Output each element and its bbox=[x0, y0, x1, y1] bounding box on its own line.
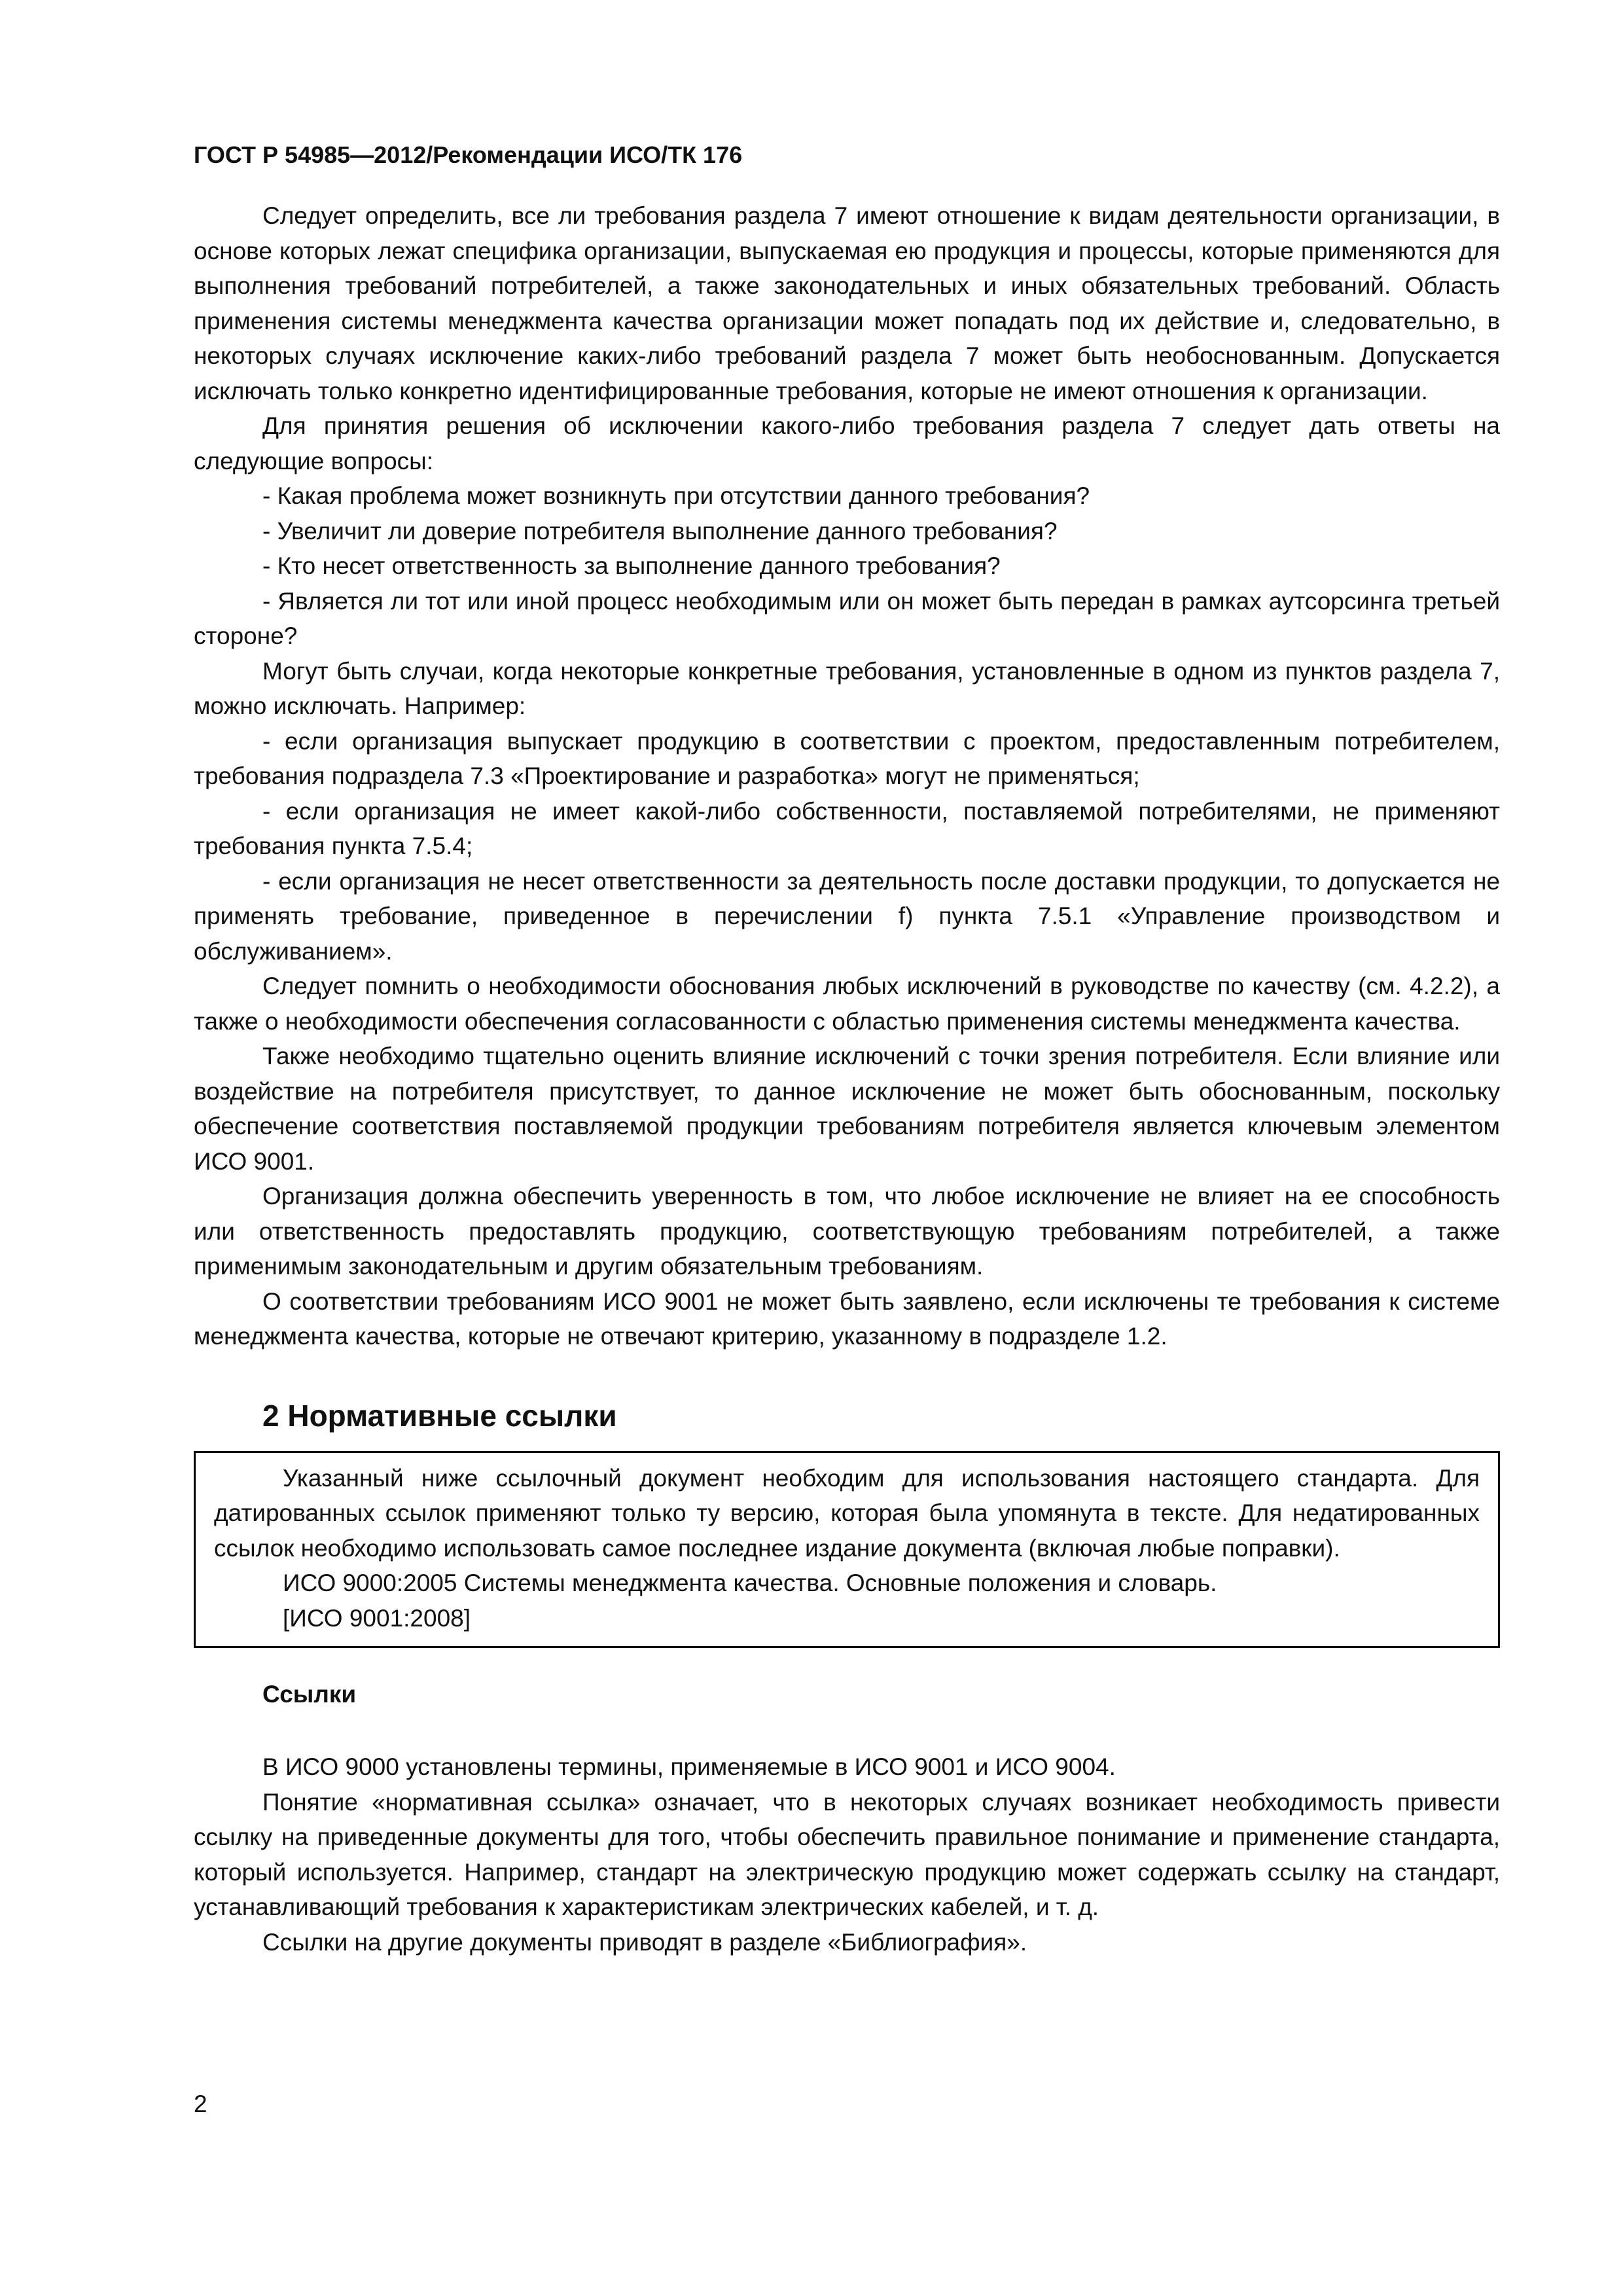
section-heading-normative-references: 2 Нормативные ссылки bbox=[262, 1398, 617, 1433]
iso-quote-box bbox=[194, 1451, 1500, 1649]
closing-paragraph-3: Организация должна обеспечить уверенность в том, что любое исключение не влияет на ее способность или ответственность предоставлять продукцию, соответствующую требованиям потребителей, а также применимым законодательным и другим обязательным требованиям. bbox=[194, 1183, 1500, 1280]
question-item-3: - Кто несет ответственность за выполнение данного требования? bbox=[262, 552, 1001, 579]
intro-paragraph-1: Следует определить, все ли требования раздела 7 имеют отношение к видам деятельности организации, в основе которых лежат специфика организации, выпускаемая ею продукция и процессы, которые применяются для выполнения требований потребителей, а также законодательных и иных обязательных требований. Область применения системы менеджмента качества организации может попадать под их действие и, следовательно, в некоторых случаях исключение каких-либо требований раздела 7 может быть необоснованным. Допускается исключать только конкретно идентифицированные требования, которые не имеют отношения к организации. bbox=[194, 202, 1500, 404]
intro-paragraph-2: Для принятия решения об исключении какого-либо требования раздела 7 следует дать ответы на следующие вопросы: bbox=[194, 412, 1500, 475]
example-item-3: - если организация не несет ответственности за деятельность после доставки продукции, то допускается не применять требование, приведенное в перечислении f) пункта 7.5.1 «Управление производством и обслуживанием». bbox=[194, 867, 1500, 965]
closing-paragraph-1: Следует помнить о необходимости обоснования любых исключений в руководстве по качеству (см. 4.2.2), а также о необходимости обеспечения согласованности с областью применения системы менеджмента качества. bbox=[194, 973, 1500, 1035]
question-item-1: - Какая проблема может возникнуть при отсутствии данного требования? bbox=[262, 482, 1090, 509]
references-paragraph-1: В ИСО 9000 установлены термины, применяемые в ИСО 9001 и ИСО 9004. bbox=[262, 1753, 1116, 1780]
question-item-4: - Является ли тот или иной процесс необходимым или он может быть передан в рамках аутсорсинга третьей стороне? bbox=[194, 587, 1500, 649]
document-page bbox=[194, 141, 1500, 1960]
references-paragraph-3: Ссылки на другие документы приводят в разделе «Библиография». bbox=[262, 1928, 1027, 1956]
example-item-1: - если организация выпускает продукцию в соответствии с проектом, предоставленным потребителем, требования подраздела 7.3 «Проектирование и разработка» могут не применяться; bbox=[194, 727, 1500, 789]
box-paragraph-3: [ИСО 9001:2008] bbox=[283, 1604, 471, 1632]
example-item-2: - если организация не имеет какой-либо собственности, поставляемой потребителями, не применяют требования пункта 7.5.4; bbox=[194, 797, 1500, 859]
page-number: 2 bbox=[194, 2090, 207, 2117]
subheading-references: Ссылки bbox=[262, 1681, 357, 1708]
question-item-2: - Увеличит ли доверие потребителя выполнение данного требования? bbox=[262, 517, 1058, 545]
closing-paragraph-4: О соответствии требованиям ИСО 9001 не может быть заявлено, если исключены те требования к системе менеджмента качества, которые не отвечают критерию, указанному в подразделе 1.2. bbox=[194, 1287, 1500, 1350]
document-header: ГОСТ Р 54985—2012/Рекомендации ИСО/ТК 176 bbox=[194, 141, 743, 168]
examples-intro-paragraph: Могут быть случаи, когда некоторые конкретные требования, установленные в одном из пунктов раздела 7, можно исключать. Например: bbox=[194, 657, 1500, 719]
references-paragraph-2: Понятие «нормативная ссылка» означает, что в некоторых случаях возникает необходимость привести ссылку на приведенные документы для того, чтобы обеспечить правильное понимание и применение стандарта, который используется. Например, стандарт на электрическую продукцию может содержать ссылку на стандарт, устанавливающий требования к характеристикам электрических кабелей, и т. д. bbox=[194, 1788, 1500, 1920]
closing-paragraph-2: Также необходимо тщательно оценить влияние исключений с точки зрения потребителя. Если влияние или воздействие на потребителя присутствует, то данное исключение не может быть обоснованным, поскольку обеспечение соответствия поставляемой продукции требованиям потребителя является ключевым элементом ИСО 9001. bbox=[194, 1043, 1500, 1175]
box-paragraph-1: Указанный ниже ссылочный документ необходим для использования настоящего стандарта. Для датированных ссылок применяют только ту версию, которая была упомянута в тексте. Для недатированных ссылок необходимо использовать самое последнее издание документа (включая любые поправки). bbox=[214, 1464, 1480, 1562]
box-paragraph-2: ИСО 9000:2005 Системы менеджмента качества. Основные положения и словарь. bbox=[283, 1570, 1217, 1596]
